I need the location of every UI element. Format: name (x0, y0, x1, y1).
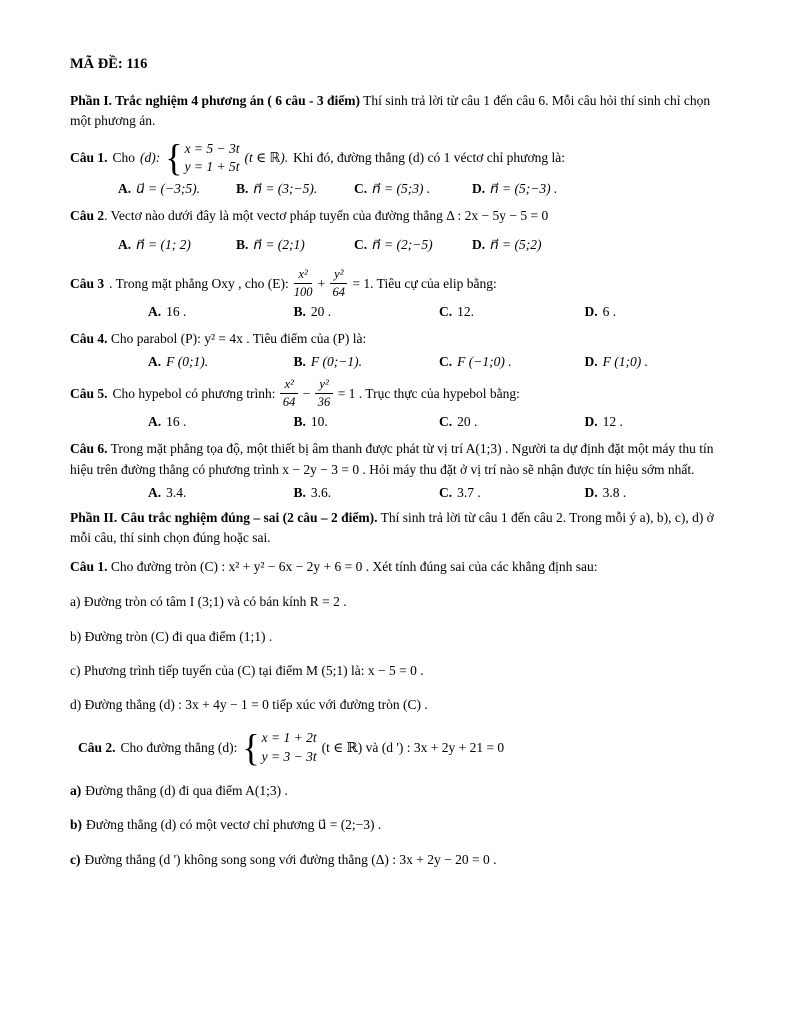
option-a (148, 354, 294, 370)
option-text: 3.7 . (457, 484, 481, 500)
question-6-text: Trong mặt phẳng tọa độ, một thiết bị âm thanh được phát từ vị trí A(1;3) . Người ta dự định đặt một máy thu tín hiệu trên đường thẳng có phương trình x − 2y − 3 = 0 . Hỏi máy thu đặt ở vị trí nào sẽ nhận được tín hiệu sớm nhất. (70, 441, 714, 478)
option-letter: A. (148, 484, 162, 500)
option-text: 12. (457, 304, 474, 320)
option-letter: C. (439, 304, 453, 320)
statement-d: d) Đường thẳng (d) : 3x + 4y − 1 = 0 tiếp xúc với đường tròn (C) . (70, 697, 428, 713)
option-b (236, 181, 354, 197)
option-text: 16 . (166, 304, 187, 320)
fraction-1 (280, 377, 297, 410)
option-text: F (0;1). (166, 354, 209, 370)
option-letter: B. (293, 484, 306, 500)
option-c (439, 414, 585, 430)
fraction-denominator: 36 (317, 395, 331, 410)
option-text: 10. (310, 414, 328, 430)
fraction-1 (294, 267, 313, 300)
option-letter: C. (439, 354, 453, 370)
statement-letter: a) (70, 783, 82, 799)
statement-letter: b) (70, 817, 83, 833)
option-text: F (−1;0) . (457, 354, 512, 370)
question-4-options (148, 354, 730, 370)
option-c (439, 485, 585, 501)
option-text: n⃗ = (2;1) (253, 237, 305, 253)
question-1-outro: Khi đó, đường thẳng (d) có 1 véctơ chỉ phương là: (293, 150, 565, 166)
question-5-post: = 1 . Trục thực của hypebol bằng: (337, 385, 520, 401)
question-5-pre: Cho hypebol có phương trình: (112, 385, 276, 401)
question-4-text: Cho parabol (P): y² = 4x . Tiêu điểm của (P) là: (107, 331, 367, 347)
part2-question-2-intro: Cho đường thẳng (d): (120, 740, 238, 756)
system-line-2: y = 1 + 5t (184, 159, 240, 175)
option-text: u⃗ = (−3;5). (136, 181, 201, 197)
part2-question-2 (70, 729, 730, 767)
question-5 (70, 377, 730, 410)
question-6-options (148, 485, 730, 501)
option-text: 3.4. (166, 484, 187, 500)
option-text: n⃗ = (3;−5). (253, 181, 318, 197)
option-text: 16 . (166, 414, 187, 430)
fraction-denominator: 100 (293, 285, 313, 300)
statement-b: b) Đường tròn (C) đi qua điểm (1;1) . (70, 628, 273, 644)
part2-heading (70, 508, 730, 549)
fraction-denominator: 64 (332, 285, 346, 300)
question-1-options (118, 181, 730, 197)
option-letter: D. (584, 304, 598, 320)
option-text: 20 . (310, 304, 332, 320)
option-text: 3.8 . (602, 484, 627, 500)
option-letter: A. (118, 181, 132, 197)
question-3-options (148, 304, 730, 320)
question-1-intro: Cho (112, 150, 136, 166)
question-5-options (148, 414, 730, 430)
part2-question-2-rest: (t ∈ ℝ) và (d ') : 3x + 2y + 21 = 0 (321, 740, 505, 756)
part2-question-2-label: Câu 2. (78, 740, 116, 756)
option-text: 3.6. (310, 484, 332, 500)
option-letter: A. (118, 237, 132, 253)
option-a (118, 181, 236, 197)
option-text: 6 . (602, 304, 617, 320)
part2-heading-title: Phần II. Câu trắc nghiệm đúng – sai (2 câu – 2 điểm). (70, 509, 378, 525)
option-c (354, 237, 472, 253)
part2-question-1 (70, 557, 730, 578)
question-2-options (118, 237, 730, 253)
option-d (585, 485, 731, 501)
option-b (294, 485, 440, 501)
option-text: n⃗ = (1; 2) (136, 237, 191, 253)
option-letter: D. (472, 181, 486, 197)
fraction-2 (315, 377, 332, 410)
operator-plus: + (317, 275, 326, 291)
option-text: 20 . (457, 414, 478, 430)
option-d (585, 354, 731, 370)
exam-code: MÃ ĐỀ: 116 (70, 56, 148, 72)
option-b (294, 414, 440, 430)
part2-question-1-text: Cho đường tròn (C) : x² + y² − 6x − 2y + 6 = 0 . Xét tính đúng sai của các khẳng định sau: (107, 559, 598, 575)
system-line-1: { x = 5 − 3t (184, 140, 240, 156)
option-a (148, 485, 294, 501)
option-text: n⃗ = (5;3) . (372, 181, 431, 197)
option-letter: C. (439, 414, 453, 430)
statement-c (70, 850, 730, 870)
option-b (294, 304, 440, 320)
equation-system-2 (242, 729, 316, 767)
question-6 (70, 439, 730, 481)
part1-heading-title: Phần I. Trắc nghiệm 4 phương án ( 6 câu - 3 điểm) (70, 93, 360, 108)
option-letter: C. (439, 484, 453, 500)
question-1 (70, 140, 730, 178)
question-5-label: Câu 5. (70, 385, 108, 401)
system-line-2: y = 3 − 3t (261, 749, 317, 765)
question-2-text: . Vectơ nào dưới đây là một vectơ pháp tuyến của đường thẳng Δ : 2x − 5y − 5 = 0 (104, 208, 549, 224)
option-letter: D. (584, 484, 598, 500)
option-a (118, 237, 236, 253)
question-2 (70, 206, 730, 227)
option-d (472, 237, 590, 253)
fraction-numerator: x² (294, 267, 311, 284)
equation-system-1 (165, 140, 239, 178)
option-letter: B. (293, 354, 306, 370)
fraction-numerator: y² (330, 267, 347, 284)
option-text: n⃗ = (5;2) (490, 237, 542, 253)
statement-c: c) Phương trình tiếp tuyến của (C) tại điểm M (5;1) là: x − 5 = 0 . (70, 662, 424, 678)
question-3 (70, 267, 730, 300)
question-4-label: Câu 4. (70, 331, 108, 347)
operator-minus: − (302, 385, 311, 401)
option-letter: B. (236, 237, 249, 253)
option-letter: B. (293, 414, 306, 430)
question-4 (70, 329, 730, 350)
option-text: n⃗ = (5;−3) . (490, 181, 558, 197)
statement-letter: c) (70, 851, 81, 867)
statement-a: a) Đường tròn có tâm I (3;1) và có bán kính R = 2 . (70, 594, 347, 610)
option-letter: A. (148, 304, 162, 320)
statement-b (70, 815, 730, 835)
fraction-numerator: y² (315, 377, 332, 394)
option-b (294, 354, 440, 370)
question-3-pre: . Trong mặt phẳng Oxy , cho (E): (109, 275, 289, 291)
option-d (585, 304, 731, 320)
option-letter: A. (148, 354, 162, 370)
statement-a (70, 781, 730, 801)
fraction-numerator: x² (280, 377, 297, 394)
part1-heading-desc: Thí sinh trả lời từ câu 1 đến câu 6. Mỗi câu hỏi thí sinh chỉ chọn một phương án. (70, 93, 711, 129)
option-text: F (1;0) . (602, 354, 648, 370)
option-letter: B. (236, 181, 249, 197)
option-text: n⃗ = (2;−5) (372, 237, 433, 253)
option-c (439, 354, 585, 370)
part2-question-1-label: Câu 1. (70, 559, 108, 575)
option-letter: C. (354, 237, 368, 253)
option-a (148, 304, 294, 320)
option-b (236, 237, 354, 253)
option-letter: A. (148, 414, 162, 430)
question-1-line-name: (d): (140, 150, 161, 166)
option-letter: C. (354, 181, 368, 197)
part2-heading-desc: Thí sinh trả lời từ câu 1 đến câu 2. Trong mỗi ý a), b), c), d) ở mỗi câu, thí sinh chọn đúng hoặc sai. (70, 509, 714, 546)
statement-text: Đường thẳng (d ') không song song với đường thẳng (Δ) : 3x + 2y − 20 = 0 . (84, 851, 497, 867)
option-c (439, 304, 585, 320)
option-d (585, 414, 731, 430)
option-letter: D. (472, 237, 486, 253)
option-a (148, 414, 294, 430)
question-3-label: Câu 3 (70, 275, 105, 291)
question-1-label: Câu 1. (70, 150, 108, 166)
part1-heading (70, 91, 730, 132)
question-2-label: Câu 2 (70, 208, 105, 224)
option-letter: B. (293, 304, 306, 320)
statement-text: Đường thẳng (d) có một vectơ chỉ phương u⃗ = (2;−3) . (86, 817, 382, 833)
statement-text: Đường thẳng (d) đi qua điểm A(1;3) . (85, 783, 288, 799)
question-3-post: = 1. Tiêu cự của elip bằng: (352, 275, 497, 291)
question-1-domain: (t ∈ ℝ). (244, 150, 289, 166)
option-text: F (0;−1). (310, 354, 362, 370)
fraction-denominator: 64 (282, 395, 296, 410)
option-letter: D. (584, 354, 598, 370)
question-6-label: Câu 6. (70, 441, 108, 457)
option-letter: D. (584, 414, 598, 430)
option-d (472, 181, 590, 197)
system-line-1: { x = 1 + 2t (261, 730, 317, 746)
fraction-2 (330, 267, 347, 300)
option-text: 12 . (602, 414, 623, 430)
option-c (354, 181, 472, 197)
